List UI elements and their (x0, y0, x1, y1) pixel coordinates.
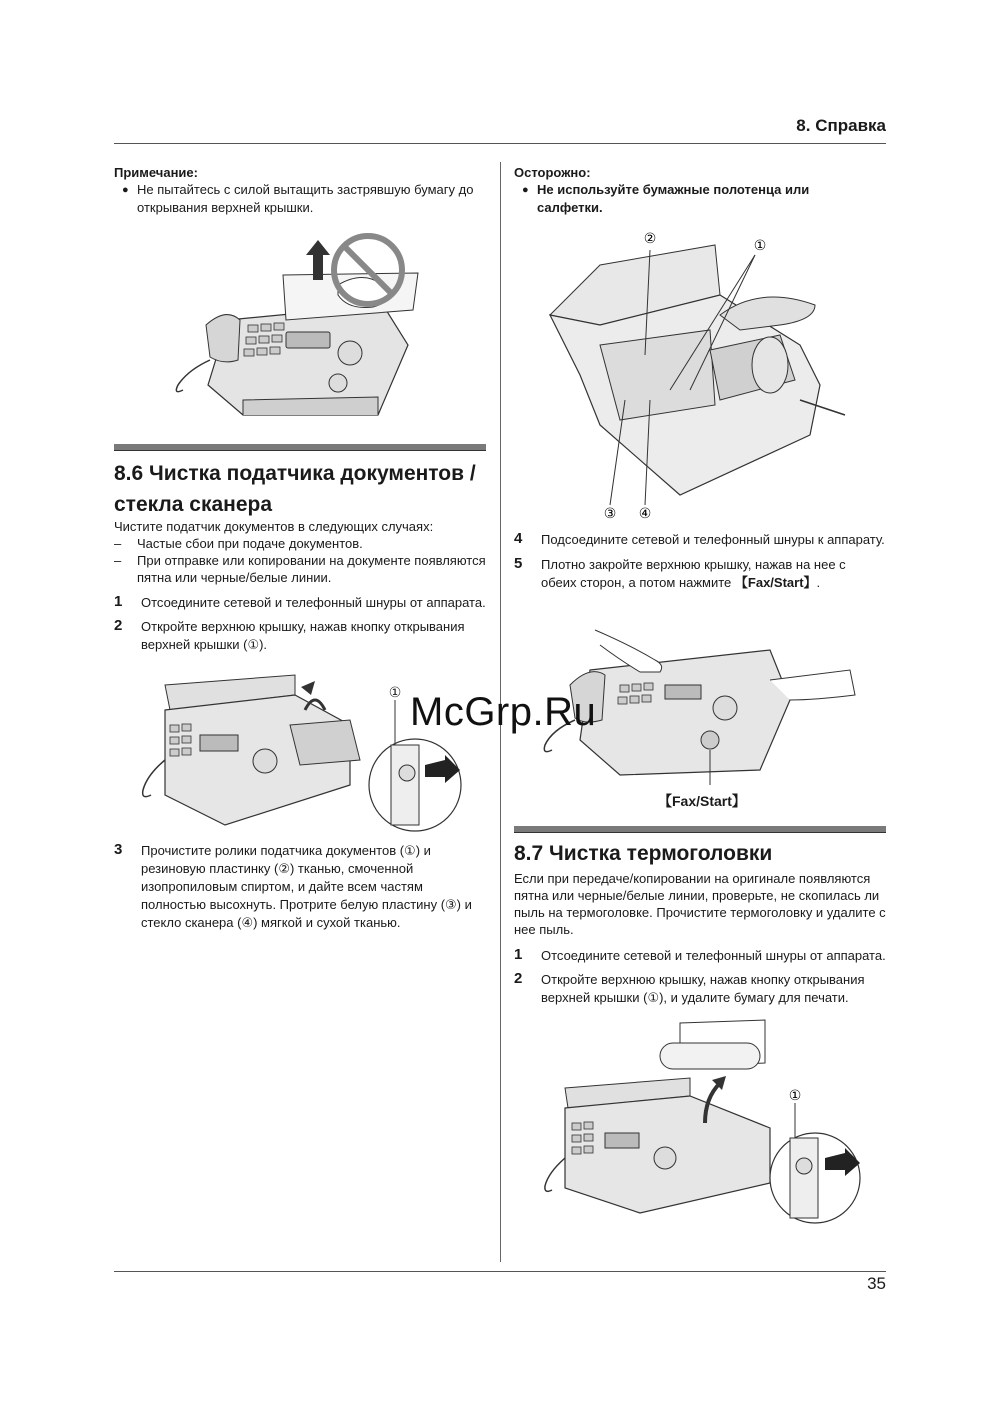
callout-1: ① (788, 1088, 802, 1104)
caution-bullet: ● Не используйте бумажные полотенца или салфетки. (514, 181, 867, 217)
caution-title: Осторожно: (514, 165, 591, 180)
step-text: Прочистите ролики податчика документов (①) и резиновую пластинку (②) тканью, смоченной изопропиловым спиртом, и дайте всем частям полностью высохнуть. Протрите белую пластину (③) и стекло сканера (④) мягкой и сухой тканью. (141, 843, 472, 930)
callout-4: ④ (638, 506, 652, 522)
step-number: 2 (514, 970, 523, 987)
section-title-8-7: 8.7 Чистка термоголовки (514, 842, 773, 865)
step-text: Откройте верхнюю крышку, нажав кнопку открывания верхней крышки (①), и удалите бумагу для печати. (541, 972, 865, 1005)
step-text: Откройте верхнюю крышку, нажав кнопку открывания верхней крышки (①). (141, 619, 465, 652)
case-item: – При отправке или копировании на документе появляются пятна или черные/белые линии. (114, 552, 497, 586)
watermark: McGrp.Ru (410, 690, 597, 734)
page-number: 35 (867, 1274, 886, 1293)
section-bar-8-6 (114, 444, 486, 451)
step-text-part: Плотно закройте верхнюю крышку, нажав на нее с обеих сторон, а потом нажмите (541, 557, 846, 590)
fax-start-label: 【Fax/Start】 (658, 793, 746, 809)
step-text: Подсоедините сетевой и телефонный шнуры к аппарату. (541, 532, 885, 547)
header-rule (114, 143, 886, 144)
fax-remove-paper-illustration (540, 1018, 870, 1233)
callout-1: ① (753, 238, 767, 254)
callout-1: ① (388, 685, 402, 701)
footer-rule (114, 1271, 886, 1272)
fax-jam-prohibited-illustration (168, 225, 438, 425)
section-bar-8-7 (514, 826, 886, 833)
case-item: – Частые сбои при подаче документов. (114, 535, 509, 552)
step-number: 1 (514, 946, 523, 963)
note-title: Примечание: (114, 165, 198, 180)
callout-2: ② (643, 231, 657, 247)
step-text: Отсоедините сетевой и телефонный шнуры от аппарата. (141, 595, 486, 610)
step-text-part: . (816, 575, 821, 590)
note-bullet: ● Не пытайтесь с силой вытащить застрявшую бумагу до открывания верхней крышки. (114, 181, 497, 217)
fax-start-key: 【Fax/Start】 (734, 575, 817, 590)
step-number: 1 (114, 593, 123, 610)
step-number: 4 (514, 530, 523, 547)
callout-3: ③ (603, 506, 617, 522)
step-text (541, 556, 881, 592)
step-number: 5 (514, 555, 523, 572)
header-section-title: 8. Справка (796, 116, 886, 135)
section-intro-8-6: Чистите податчик документов в следующих случаях: (114, 519, 434, 534)
step-text: Отсоедините сетевой и телефонный шнуры от аппарата. (541, 948, 886, 963)
section-title-8-6: 8.6 Чистка податчика документов / стекла сканера (114, 462, 476, 516)
step-number: 3 (114, 841, 123, 858)
step-number: 2 (114, 617, 123, 634)
fax-interior-illustration (540, 225, 870, 525)
section-intro-8-7: Если при передаче/копировании на оригинале появляются пятна или черные/белые линии, проверьте, не скопилась ли пыль на термоголовке. Прочистите термоголовку и удалите с нее пыль. (514, 871, 886, 937)
